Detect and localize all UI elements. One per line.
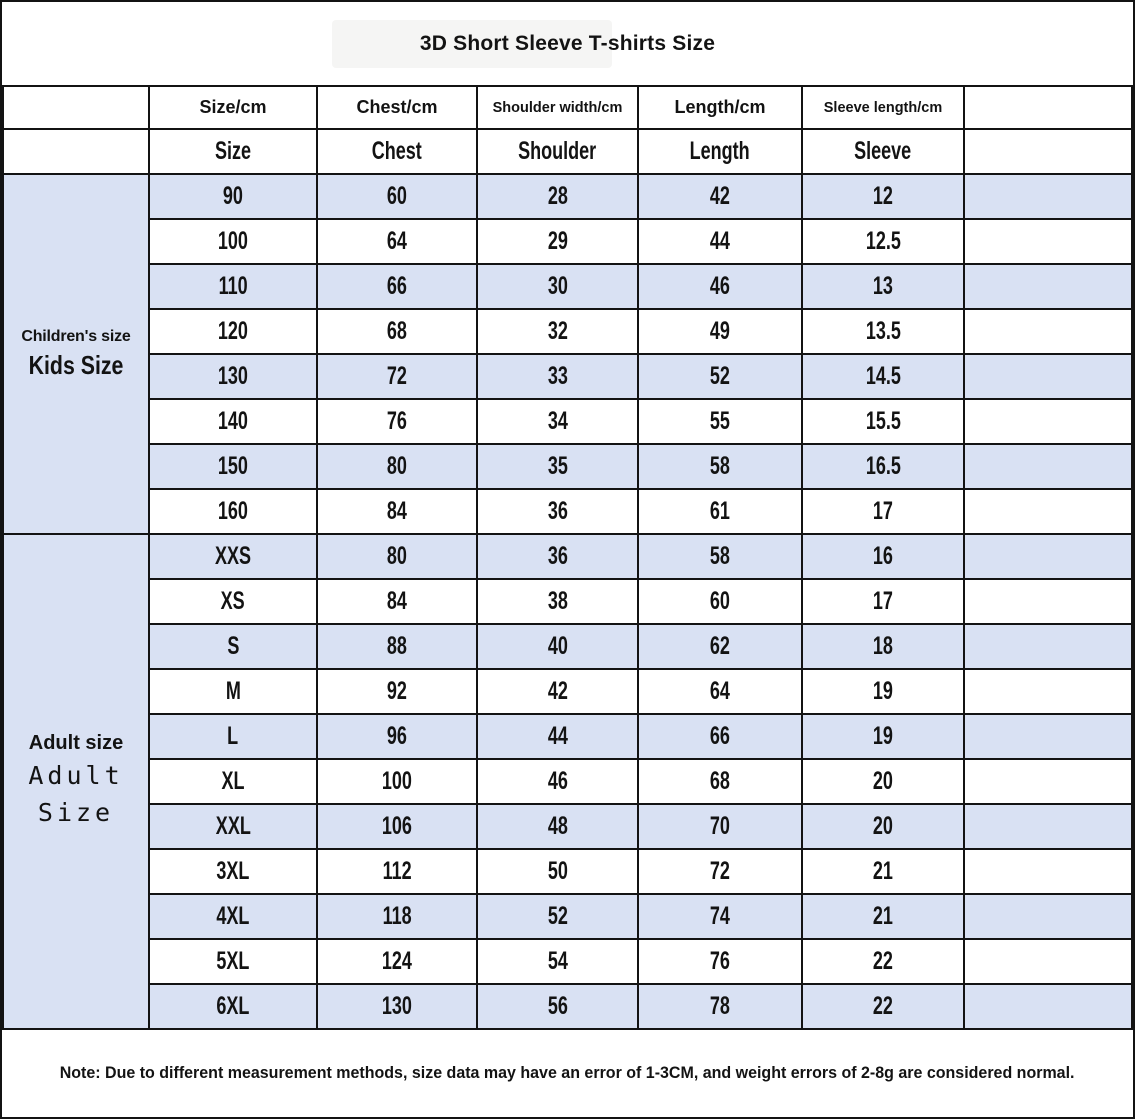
cell-value: 78: [709, 992, 731, 1020]
cell-sleeve: [802, 174, 964, 219]
cell-value: 35: [547, 452, 568, 480]
cell-empty: [964, 264, 1132, 309]
cell-size: [149, 804, 317, 849]
cell-value: 84: [386, 497, 408, 525]
header-cell-empty: [3, 86, 149, 129]
cell-length: [638, 444, 802, 489]
cell-value: XS: [220, 587, 246, 615]
cell-value: 36: [547, 497, 568, 525]
cell-value: 38: [547, 587, 568, 615]
cell-chest: [317, 624, 477, 669]
cell-value: 160: [217, 497, 249, 525]
cell-size: [149, 534, 317, 579]
cell-sleeve: [802, 714, 964, 759]
cell-length: [638, 804, 802, 849]
cell-empty: [964, 354, 1132, 399]
cell-empty: [964, 309, 1132, 354]
cell-empty: [964, 399, 1132, 444]
cell-value: 60: [386, 182, 408, 210]
cell-value: 88: [386, 632, 408, 660]
cell-value: 68: [709, 767, 731, 795]
cell-value: XXS: [214, 542, 252, 570]
table-row-120: [3, 309, 1132, 354]
cell-length: [638, 309, 802, 354]
cell-sleeve: [802, 444, 964, 489]
cell-value: 3XL: [216, 857, 250, 885]
cell-sleeve: [802, 939, 964, 984]
header-cell-chest: [317, 129, 477, 174]
cell-value: 92: [386, 677, 408, 705]
header-label: Length: [689, 137, 750, 165]
cell-value: 34: [547, 407, 568, 435]
cell-empty: [964, 444, 1132, 489]
cell-value: 42: [709, 182, 731, 210]
cell-sleeve: [802, 984, 964, 1029]
cell-value: 4XL: [216, 902, 250, 930]
cell-empty: [964, 489, 1132, 534]
cell-value: 58: [709, 542, 731, 570]
cell-value: 19: [872, 677, 894, 705]
cell-empty: [964, 714, 1132, 759]
cell-chest: [317, 804, 477, 849]
table-row-L: [3, 714, 1132, 759]
cell-value: 120: [217, 317, 249, 345]
cell-value: 46: [709, 272, 731, 300]
cell-value: XXL: [215, 812, 251, 840]
cell-shoulder: [477, 669, 638, 714]
cell-value: 12.5: [865, 227, 901, 255]
cell-sleeve: [802, 669, 964, 714]
cell-value: S: [226, 632, 240, 660]
cell-sleeve: [802, 894, 964, 939]
cell-value: 106: [381, 812, 413, 840]
cell-chest: [317, 939, 477, 984]
title-bar: [2, 2, 1133, 85]
cell-value: 15.5: [865, 407, 901, 435]
table-row-130: [3, 354, 1132, 399]
table-row-100: [3, 219, 1132, 264]
cell-chest: [317, 489, 477, 534]
cell-shoulder: [477, 804, 638, 849]
cell-sleeve: [802, 534, 964, 579]
cell-value: 100: [381, 767, 413, 795]
cell-shoulder: [477, 489, 638, 534]
cell-value: 80: [386, 542, 408, 570]
cell-shoulder: [477, 579, 638, 624]
cell-shoulder: [477, 444, 638, 489]
cell-length: [638, 579, 802, 624]
cell-value: 16: [872, 542, 894, 570]
table-row-M: [3, 669, 1132, 714]
table-row-XL: [3, 759, 1132, 804]
cell-empty: [964, 804, 1132, 849]
cell-length: [638, 669, 802, 714]
cell-size: [149, 714, 317, 759]
cell-chest: [317, 174, 477, 219]
cell-value: 44: [709, 227, 731, 255]
size-table: [2, 85, 1133, 1030]
cell-value: 72: [709, 857, 731, 885]
cell-value: 20: [872, 767, 894, 795]
cell-shoulder: [477, 894, 638, 939]
cell-value: 130: [217, 362, 249, 390]
cell-value: L: [227, 722, 239, 750]
header-cell-length: [638, 129, 802, 174]
cell-size: [149, 849, 317, 894]
note-text: Note: Due to different measurement methods, size data may have an error of 1-3CM, and weight errors of 2-8g are considered normal.: [60, 1064, 1075, 1082]
cell-sleeve: [802, 354, 964, 399]
cell-value: 17: [872, 497, 894, 525]
cell-value: 140: [217, 407, 249, 435]
cell-size: [149, 894, 317, 939]
cell-shoulder: [477, 624, 638, 669]
cell-sleeve: [802, 804, 964, 849]
header-cell-length-cm: Length/cm: [638, 86, 802, 129]
cell-chest: [317, 669, 477, 714]
section-label-secondary: Kids Size: [28, 349, 124, 380]
cell-value: 21: [872, 902, 894, 930]
cell-value: 14.5: [865, 362, 901, 390]
cell-value: 76: [709, 947, 731, 975]
header-label: Chest: [371, 137, 423, 165]
cell-empty: [964, 894, 1132, 939]
cell-value: 46: [547, 767, 568, 795]
table-row-110: [3, 264, 1132, 309]
cell-value: 52: [709, 362, 731, 390]
cell-value: 112: [382, 857, 412, 885]
cell-chest: [317, 759, 477, 804]
cell-value: 21: [872, 857, 894, 885]
cell-value: 17: [872, 587, 894, 615]
cell-shoulder: [477, 759, 638, 804]
cell-length: [638, 894, 802, 939]
cell-length: [638, 534, 802, 579]
table-row-3XL: [3, 849, 1132, 894]
cell-empty: [964, 759, 1132, 804]
cell-value: 50: [547, 857, 568, 885]
cell-chest: [317, 579, 477, 624]
table-row-XXS: [3, 534, 1132, 579]
cell-length: [638, 174, 802, 219]
cell-shoulder: [477, 219, 638, 264]
section-label-secondary: Adult Size: [28, 760, 124, 827]
cell-value: 18: [872, 632, 894, 660]
cell-shoulder: [477, 939, 638, 984]
cell-shoulder: [477, 534, 638, 579]
cell-sleeve: [802, 489, 964, 534]
cell-size: [149, 264, 317, 309]
cell-empty: [964, 984, 1132, 1029]
cell-empty: [964, 174, 1132, 219]
cell-size: [149, 579, 317, 624]
cell-size: [149, 624, 317, 669]
cell-size: [149, 309, 317, 354]
header-cell-empty-right: [964, 86, 1132, 129]
cell-value: 33: [547, 362, 568, 390]
cell-length: [638, 849, 802, 894]
cell-value: 42: [547, 677, 568, 705]
cell-value: 49: [709, 317, 731, 345]
cell-value: 96: [386, 722, 408, 750]
cell-value: 56: [547, 992, 568, 1020]
header-cell-sleeve: [802, 129, 964, 174]
cell-value: 13.5: [865, 317, 901, 345]
cell-value: 44: [547, 722, 568, 750]
table-row-5XL: [3, 939, 1132, 984]
cell-shoulder: [477, 264, 638, 309]
cell-value: 28: [547, 182, 568, 210]
cell-value: 12: [872, 182, 894, 210]
cell-value: 30: [547, 272, 568, 300]
cell-empty: [964, 579, 1132, 624]
cell-shoulder: [477, 309, 638, 354]
cell-length: [638, 624, 802, 669]
cell-chest: [317, 894, 477, 939]
cell-value: 20: [872, 812, 894, 840]
cell-chest: [317, 264, 477, 309]
cell-chest: [317, 849, 477, 894]
cell-size: [149, 759, 317, 804]
cell-value: 110: [218, 272, 248, 300]
cell-shoulder: [477, 354, 638, 399]
cell-value: 74: [709, 902, 731, 930]
cell-size: [149, 984, 317, 1029]
cell-value: 48: [547, 812, 568, 840]
table-row-S: [3, 624, 1132, 669]
cell-chest: [317, 309, 477, 354]
cell-value: 55: [709, 407, 731, 435]
cell-value: 62: [709, 632, 731, 660]
cell-value: 70: [709, 812, 731, 840]
cell-value: 58: [709, 452, 731, 480]
cell-value: 52: [547, 902, 568, 930]
cell-sleeve: [802, 579, 964, 624]
cell-size: [149, 219, 317, 264]
cell-size: [149, 669, 317, 714]
cell-empty: [964, 849, 1132, 894]
cell-length: [638, 354, 802, 399]
header-cell-size-cm: Size/cm: [149, 86, 317, 129]
cell-shoulder: [477, 984, 638, 1029]
cell-size: [149, 354, 317, 399]
cell-empty: [964, 939, 1132, 984]
cell-shoulder: [477, 714, 638, 759]
header-cell-shoulder: [477, 129, 638, 174]
cell-value: 100: [217, 227, 249, 255]
cell-chest: [317, 534, 477, 579]
cell-value: 130: [381, 992, 413, 1020]
cell-length: [638, 399, 802, 444]
cell-length: [638, 264, 802, 309]
header-cell-shoulder-cm: Shoulder width/cm: [477, 86, 638, 129]
cell-value: 68: [386, 317, 408, 345]
cell-value: 84: [386, 587, 408, 615]
cell-length: [638, 489, 802, 534]
cell-shoulder: [477, 174, 638, 219]
cell-value: 40: [547, 632, 568, 660]
header-label: Size: [214, 137, 252, 165]
cell-value: 64: [386, 227, 408, 255]
cell-value: 19: [872, 722, 894, 750]
cell-chest: [317, 354, 477, 399]
page-title: 3D Short Sleeve T-shirts Size: [419, 31, 716, 55]
cell-value: 54: [547, 947, 568, 975]
table-row-4XL: [3, 894, 1132, 939]
cell-empty: [964, 624, 1132, 669]
cell-value: 13: [872, 272, 894, 300]
cell-length: [638, 984, 802, 1029]
cell-value: 150: [217, 452, 249, 480]
cell-sleeve: [802, 624, 964, 669]
cell-size: [149, 444, 317, 489]
cell-value: XL: [221, 767, 245, 795]
header-cell-sleeve-cm: Sleeve length/cm: [802, 86, 964, 129]
cell-value: 118: [382, 902, 412, 930]
cell-size: [149, 939, 317, 984]
cell-value: 60: [709, 587, 731, 615]
table-row-160: [3, 489, 1132, 534]
cell-chest: [317, 399, 477, 444]
cell-chest: [317, 444, 477, 489]
cell-sleeve: [802, 759, 964, 804]
table-header: [3, 86, 1132, 174]
cell-size: [149, 174, 317, 219]
section-label-primary: Children's size: [21, 327, 131, 345]
table-row-XXL: [3, 804, 1132, 849]
cell-value: 66: [386, 272, 408, 300]
cell-shoulder: [477, 849, 638, 894]
header-row-simple: [3, 129, 1132, 174]
cell-sleeve: [802, 399, 964, 444]
cell-empty: [964, 534, 1132, 579]
cell-length: [638, 939, 802, 984]
header-label: Shoulder: [518, 137, 597, 165]
cell-value: 61: [709, 497, 731, 525]
cell-value: 22: [872, 947, 894, 975]
header-cell-size: [149, 129, 317, 174]
cell-chest: [317, 219, 477, 264]
cell-length: [638, 759, 802, 804]
cell-value: 36: [547, 542, 568, 570]
cell-chest: [317, 984, 477, 1029]
section-label-kids: [3, 174, 149, 534]
cell-value: 32: [547, 317, 568, 345]
cell-value: 124: [381, 947, 413, 975]
table-row-6XL: [3, 984, 1132, 1029]
cell-value: 66: [709, 722, 731, 750]
cell-sleeve: [802, 849, 964, 894]
header-cell-chest-cm: Chest/cm: [317, 86, 477, 129]
cell-value: M: [225, 677, 241, 705]
section-label-adult: [3, 534, 149, 1029]
cell-shoulder: [477, 399, 638, 444]
section-label-primary: Adult size: [28, 731, 124, 754]
cell-sleeve: [802, 264, 964, 309]
table-row-90: [3, 174, 1132, 219]
note-bar: [2, 1030, 1133, 1117]
cell-value: 72: [386, 362, 408, 390]
cell-chest: [317, 714, 477, 759]
cell-value: 5XL: [216, 947, 250, 975]
table-row-XS: [3, 579, 1132, 624]
cell-sleeve: [802, 309, 964, 354]
cell-sleeve: [802, 219, 964, 264]
cell-value: 80: [386, 452, 408, 480]
header-cell-empty-right: [964, 129, 1132, 174]
cell-length: [638, 714, 802, 759]
cell-value: 16.5: [865, 452, 901, 480]
cell-value: 6XL: [216, 992, 250, 1020]
table-row-150: [3, 444, 1132, 489]
cell-size: [149, 399, 317, 444]
cell-value: 22: [872, 992, 894, 1020]
table-row-140: [3, 399, 1132, 444]
cell-empty: [964, 219, 1132, 264]
header-label: Sleeve: [854, 137, 912, 165]
cell-length: [638, 219, 802, 264]
cell-value: 76: [386, 407, 408, 435]
size-table-body: [3, 174, 1132, 1029]
header-row-units: [3, 86, 1132, 129]
cell-value: 29: [547, 227, 568, 255]
cell-empty: [964, 669, 1132, 714]
header-cell-empty: [3, 129, 149, 174]
cell-value: 90: [222, 182, 244, 210]
cell-value: 64: [709, 677, 731, 705]
cell-size: [149, 489, 317, 534]
